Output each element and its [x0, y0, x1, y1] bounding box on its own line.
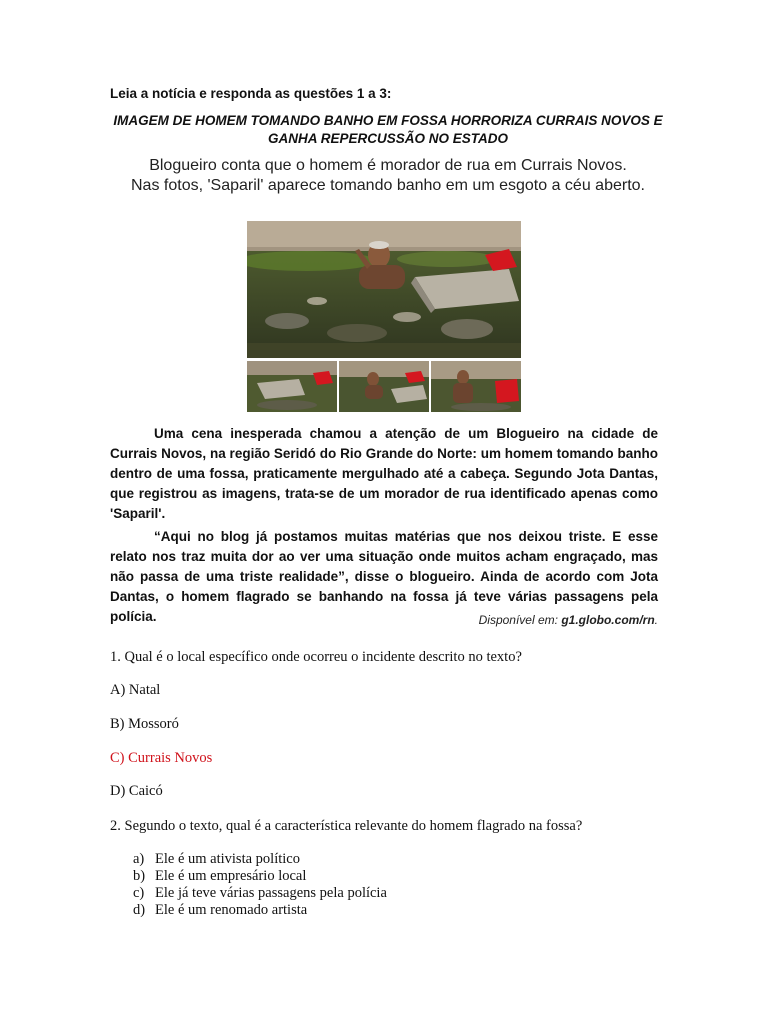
q2-option-a-text: Ele é um ativista político — [155, 851, 300, 867]
q2-option-c-text: Ele já teve várias passagens pela polícia — [155, 885, 387, 901]
q2-option-d — [133, 902, 307, 919]
news-photo-thumb-3 — [431, 361, 521, 412]
news-photo-thumb-1 — [247, 361, 337, 412]
question-2: 2. Segundo o texto, qual é a característica relevante do homem flagrado na fossa? — [110, 818, 583, 834]
q1-option-d: D) Caicó — [110, 783, 163, 799]
q2-option-a — [133, 851, 300, 868]
q2-option-b-text: Ele é um empresário local — [155, 868, 307, 884]
q2-option-c-correct — [133, 885, 387, 902]
q1-option-c-correct: C) Currais Novos — [110, 750, 213, 766]
news-headline: IMAGEM DE HOMEM TOMANDO BANHO EM FOSSA HORRORIZA CURRAIS NOVOS E GANHA REPERCUSSÃO NO ESTADO — [113, 113, 663, 146]
article-paragraph-2-text: “Aqui no blog já postamos muitas matérias que nos deixou triste. E esse relato nos traz muita dor ao ver uma situação onde muitos acham engraçado, mas não passa de uma triste realidade”, disse o blogueiro. Ainda de acordo com Jota Dantas, o homem flagrado se banhando na fossa já teve várias passagens pela polícia. — [110, 529, 658, 624]
q2-option-d-text: Ele é um renomado artista — [155, 902, 308, 918]
q2-option-b-letter: b) — [133, 868, 146, 884]
news-photo-main — [247, 221, 521, 358]
article-paragraph-2 — [110, 527, 658, 627]
source-link[interactable]: g1.globo.com/rn — [561, 613, 655, 627]
subhead-line-2: Nas fotos, 'Saparil' aparece tomando banho em um esgoto a céu aberto. — [131, 177, 645, 194]
q2-option-b — [133, 868, 306, 885]
intro-instruction: Leia a notícia e responda as questões 1 a 3: — [110, 86, 392, 101]
news-photo-thumb-2 — [339, 361, 429, 412]
question-1: 1. Qual é o local específico onde ocorreu o incidente descrito no texto? — [110, 649, 522, 665]
q2-option-a-letter: a) — [133, 851, 145, 867]
source-citation — [479, 613, 658, 627]
q2-option-d-letter: d) — [133, 902, 146, 918]
q2-option-c-letter: c) — [133, 885, 145, 901]
article-paragraph-1 — [110, 424, 658, 524]
q1-option-a: A) Natal — [110, 682, 161, 698]
q1-option-b: B) Mossoró — [110, 716, 179, 732]
source-prefix: Disponível em: — [478, 613, 562, 627]
source-suffix: . — [654, 613, 658, 627]
subhead-line-1: Blogueiro conta que o homem é morador de rua em Currais Novos. — [149, 157, 627, 174]
news-subheadline — [110, 156, 666, 196]
article-paragraph-1-text: Uma cena inesperada chamou a atenção de um Blogueiro na cidade de Currais Novos, na região Seridó do Rio Grande do Norte: um homem tomando banho dentro de uma fossa, praticamente mergulhado até a cabeça. Segundo Jota Dantas, que registrou as imagens, trata-se de um morador de rua identificado apenas como 'Saparil'. — [110, 426, 658, 521]
